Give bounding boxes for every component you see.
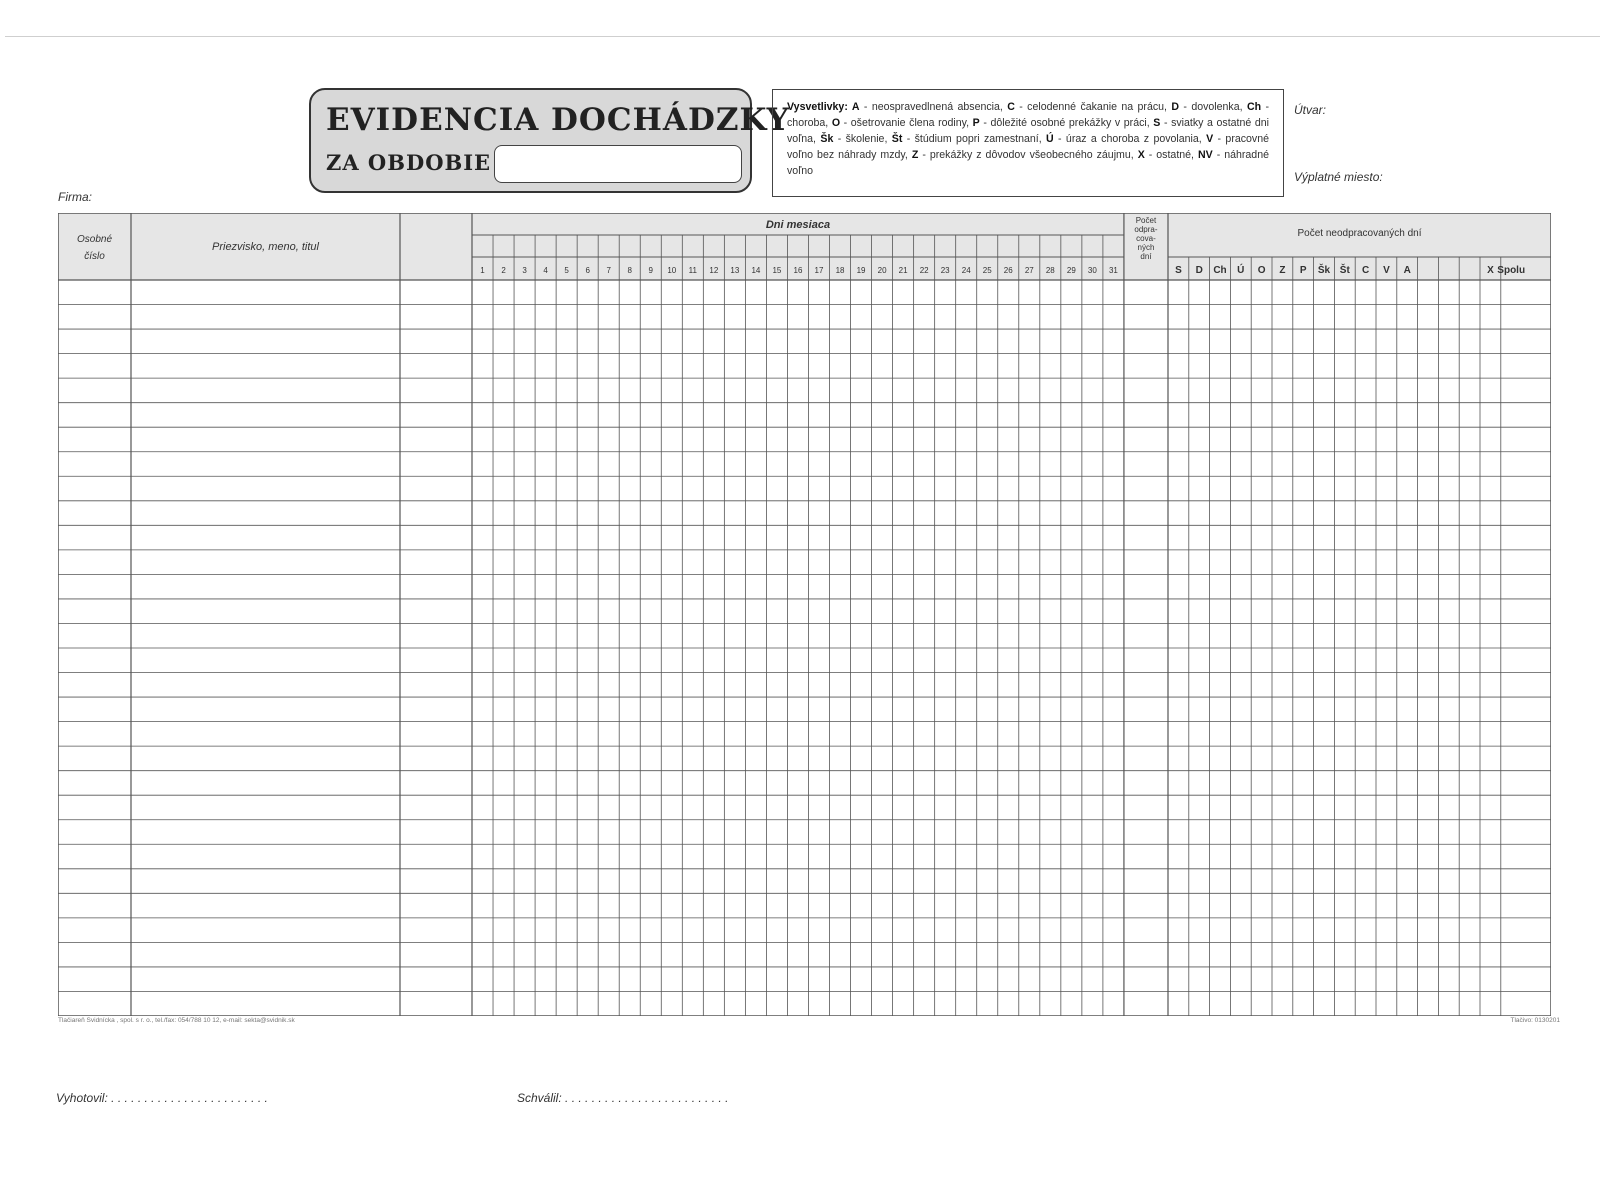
- vyplatne-miesto-label: Výplatné miesto:: [1294, 170, 1383, 184]
- form-title: EVIDENCIA DOCHÁDZKY: [326, 102, 790, 138]
- day-number: 27: [1024, 266, 1034, 275]
- period-label: ZA OBDOBIE: [326, 150, 492, 175]
- legend-heading: Vysvetlivky:: [787, 101, 852, 113]
- legend-text: - neospravedlnená absencia,: [859, 101, 1008, 113]
- day-number: 23: [940, 266, 950, 275]
- legend-code: NV: [1197, 149, 1213, 161]
- day-number: 28: [1045, 266, 1055, 275]
- period-input[interactable]: [494, 145, 742, 183]
- unworked-code: Št: [1339, 265, 1350, 276]
- day-number: 11: [688, 266, 697, 275]
- unworked-code: S: [1175, 265, 1182, 276]
- legend-code: V: [1206, 133, 1214, 145]
- day-number: 7: [606, 266, 611, 275]
- legend-code: Z: [911, 149, 919, 161]
- day-number: 4: [543, 266, 548, 275]
- unworked-code: A: [1403, 265, 1411, 276]
- day-number: 15: [772, 266, 782, 275]
- unworked-code: D: [1195, 265, 1203, 276]
- legend-code: S: [1153, 117, 1161, 129]
- legend-code: Ú: [1046, 133, 1054, 145]
- day-number: 24: [961, 266, 971, 275]
- day-number: 5: [564, 266, 569, 275]
- legend-box: [772, 89, 1284, 197]
- unworked-code: X: [1487, 265, 1494, 276]
- legend-code: P: [972, 117, 980, 129]
- top-divider: [5, 36, 1600, 37]
- day-number: 12: [709, 266, 719, 275]
- day-number: 20: [877, 266, 887, 275]
- days-of-month-header: Dni mesiaca: [765, 219, 831, 231]
- unworked-code: C: [1361, 265, 1370, 276]
- legend-code: X: [1137, 149, 1145, 161]
- unworked-code: Spolu: [1497, 265, 1526, 276]
- approved-by-field[interactable]: [517, 1091, 728, 1105]
- legend-text: - pracovné voľno bez náhrady mzdy,: [787, 133, 1270, 161]
- day-number: 16: [793, 266, 803, 275]
- approved-by-label: Schválil:: [517, 1091, 562, 1105]
- legend-code: A: [851, 101, 860, 113]
- legend-text: - sviatky a ostatné dni voľna,: [787, 117, 1269, 145]
- day-number: 26: [1003, 266, 1013, 275]
- worked-days-header: Počet: [1135, 216, 1157, 225]
- attendance-table: [58, 213, 1551, 1016]
- legend-code: C: [1007, 101, 1015, 113]
- legend-code: Št: [891, 133, 903, 145]
- day-number: 31: [1108, 266, 1118, 275]
- prepared-by-dots: . . . . . . . . . . . . . . . . . . . . . . . .: [111, 1091, 268, 1105]
- day-number: 19: [856, 266, 866, 275]
- day-number: 3: [522, 266, 527, 275]
- legend-code: Šk: [820, 133, 834, 145]
- unworked-days-header: Počet neodpracovaných dní: [1297, 228, 1422, 239]
- worked-days-header: cova-: [1136, 234, 1156, 243]
- day-number: 25: [982, 266, 992, 275]
- personal-number-header: číslo: [84, 251, 105, 262]
- legend-text: - štúdium popri zamestnaní,: [902, 133, 1047, 145]
- firma-label: Firma:: [58, 190, 92, 204]
- legend-text: - úraz a choroba z povolania,: [1053, 133, 1207, 145]
- unworked-code: Ch: [1213, 265, 1227, 276]
- legend-text: - prekážky z dôvodov všeobecného záujmu,: [918, 149, 1138, 161]
- unworked-code: Z: [1279, 265, 1286, 276]
- legend-text: - náhradné voľno: [787, 149, 1269, 177]
- unworked-code: Šk: [1317, 265, 1331, 276]
- day-number: 14: [751, 266, 761, 275]
- title-box: [309, 88, 790, 193]
- day-number: 13: [730, 266, 740, 275]
- name-header: Priezvisko, meno, titul: [212, 241, 319, 253]
- day-number: 10: [667, 266, 677, 275]
- day-number: 6: [585, 266, 590, 275]
- day-number: 8: [627, 266, 632, 275]
- day-number: 29: [1066, 266, 1076, 275]
- day-number: 21: [898, 266, 908, 275]
- unworked-code: O: [1257, 265, 1266, 276]
- form-code: Tlačivo: 0130201: [1510, 1017, 1560, 1024]
- utvar-label: Útvar:: [1294, 103, 1327, 117]
- worked-days-header: dní: [1140, 252, 1152, 261]
- legend-text: - ošetrovanie člena rodiny,: [840, 117, 973, 129]
- day-number: 30: [1087, 266, 1097, 275]
- day-number: 1: [480, 266, 485, 275]
- legend-code: D: [1171, 101, 1180, 113]
- prepared-by-label: Vyhotovil:: [56, 1091, 108, 1105]
- day-number: 22: [919, 266, 929, 275]
- legend-text: - choroba,: [787, 101, 1269, 129]
- unworked-code: V: [1383, 265, 1390, 276]
- day-number: 9: [648, 266, 653, 275]
- day-number: 17: [814, 266, 824, 275]
- legend-text: - celodenné čakanie na prácu,: [1014, 101, 1172, 113]
- printer-note: Tlačiareň Svidnícka , spol. s r. o., tel./fax: 054/788 10 12, e-mail: sekta@svidnik.sk: [58, 1017, 295, 1024]
- day-number: 18: [835, 266, 845, 275]
- unworked-code: Ú: [1237, 265, 1245, 276]
- legend-code: O: [831, 117, 841, 129]
- legend-code: Ch: [1246, 101, 1262, 113]
- personal-number-header: Osobné: [76, 234, 113, 245]
- legend-text: - školenie,: [833, 133, 892, 145]
- legend-text: - dôležité osobné prekážky v práci,: [979, 117, 1154, 129]
- worked-days-header: ných: [1137, 243, 1155, 252]
- prepared-by-field[interactable]: [56, 1091, 268, 1105]
- worked-days-header: odpra-: [1134, 225, 1158, 234]
- approved-by-dots: . . . . . . . . . . . . . . . . . . . . . . . . .: [565, 1091, 729, 1105]
- legend-text: - dovolenka,: [1179, 101, 1247, 113]
- legend-text: - ostatné,: [1144, 149, 1198, 161]
- unworked-code: P: [1299, 265, 1307, 276]
- day-number: 2: [501, 266, 506, 275]
